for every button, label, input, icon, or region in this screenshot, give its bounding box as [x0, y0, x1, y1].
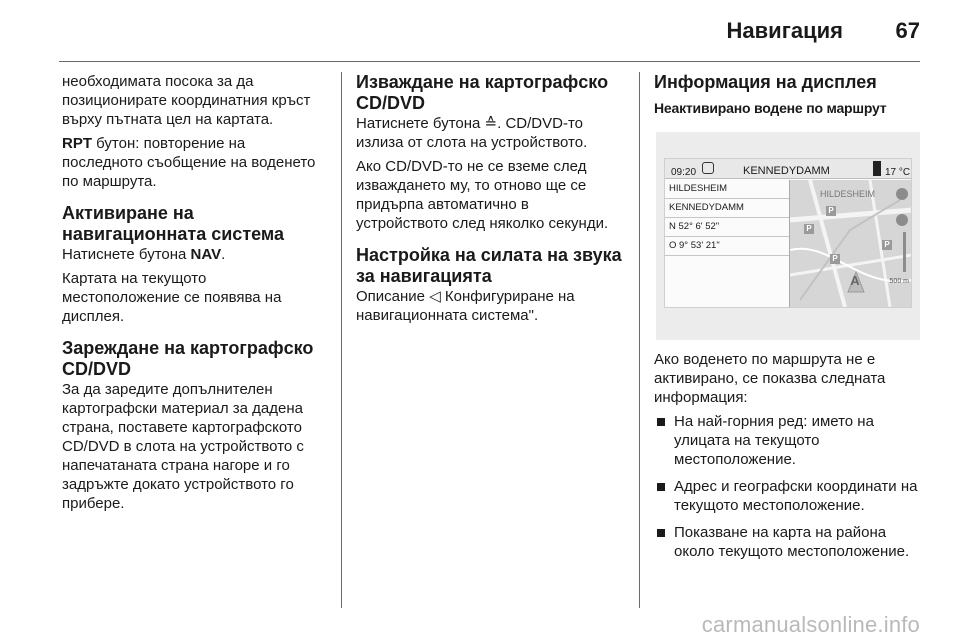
eject-text-end: . CD/DVD-то излиза от слота на устройството.: [356, 115, 588, 151]
heading-display-info: Информация на дисплея: [654, 72, 877, 92]
ref-text-end: Конфигуриране на навигационната система".: [356, 288, 575, 324]
screen-map: [789, 180, 911, 307]
heading-navigation-volume: Настройка на силата на звука за навигацията: [356, 245, 622, 286]
paragraph-rpt: [62, 134, 328, 191]
watermark: carmanualsonline.info: [701, 612, 920, 637]
paragraph-auto-retract: Ако CD/DVD-то не се вземе след изваждането му, то отново ще се придърпа автоматично в устройството след няколко секунди.: [356, 158, 609, 232]
screen-street: KENNEDYDAMM: [743, 165, 830, 177]
header-divider: [59, 61, 920, 62]
subheading-guidance-inactive: Неактивирано водене по маршрут: [654, 100, 887, 116]
clock-icon: [702, 162, 714, 174]
column-divider-1: [341, 72, 342, 608]
paragraph-load-map-cd: За да заредите допълнителен картографски материал за дадена страна, поставете картографското CD/DVD в слота на устройството с напечатаната страна нагоре и го задръжте докато устройството го прибере.: [62, 381, 304, 512]
map-city-label: HILDESHEIM: [820, 189, 876, 199]
reference-arrow-icon: ◁: [429, 288, 441, 305]
list-item: Адрес и географски координати на текущото местоположение.: [654, 477, 922, 515]
parking-icon: P: [830, 254, 840, 264]
page-number: 67: [895, 18, 920, 43]
nav-label: NAV: [190, 246, 222, 263]
paragraph-map-appears: Картата на текущото местоположение се появява на дисплея.: [62, 270, 282, 325]
eject-text: Натиснете бутона: [356, 115, 485, 132]
heading-activate-navigation: Активиране на навигационната система: [62, 203, 284, 244]
info-bullet-list: [654, 412, 922, 561]
list-item: Показване на карта на района около текущото местоположение.: [654, 523, 922, 561]
heading-eject-map-cd: Изваждане на картографско CD/DVD: [356, 72, 609, 113]
screen-temperature: 17 °C: [885, 167, 911, 178]
paragraph-eject: [356, 114, 624, 152]
parking-icon: P: [804, 224, 814, 234]
paragraph-info-shown: Ако воденето по маршрута не е активирано, се показва следната информация:: [654, 351, 886, 406]
parking-icon: P: [826, 206, 836, 216]
map-scale: 500 m: [889, 278, 909, 285]
eject-icon: ≙: [484, 115, 498, 132]
rpt-label: RPT: [62, 135, 92, 152]
screen-info-row: N 52° 6' 52": [665, 218, 789, 237]
heading-load-map-cd: Зареждане на картографско CD/DVD: [62, 338, 314, 379]
press-nav-end: .: [221, 246, 226, 263]
page-header: [0, 0, 960, 62]
parking-icon: P: [882, 240, 892, 250]
screen-info-row: KENNEDYDAMM: [665, 199, 789, 218]
paragraph-direction: необходимата посока за да позиционирате координатния кръст върху пътната цел на картата.: [62, 73, 311, 128]
display-screenshot: [656, 132, 920, 340]
paragraph-press-nav: [62, 245, 328, 264]
screen-time: 09:20: [671, 167, 697, 178]
screen-info-row: HILDESHEIM: [665, 180, 789, 199]
press-nav-text: Натиснете бутона: [62, 246, 191, 263]
nav-screen: [664, 158, 912, 308]
thermometer-icon: [873, 161, 881, 176]
column-right: [654, 72, 922, 569]
column-left: [62, 72, 328, 518]
paragraph-volume-reference: [356, 287, 624, 325]
section-title: Навигация: [726, 18, 843, 43]
rpt-text: бутон: повторение на последното съобщение на воденето по маршрута.: [62, 135, 316, 190]
screen-info-row: O 9° 53' 21": [665, 237, 789, 256]
vehicle-position-icon: A: [850, 273, 860, 288]
screen-info-panel: [665, 180, 789, 307]
list-item: На най-горния ред: името на улицата на текущото местоположение.: [654, 412, 922, 469]
ref-text: Описание: [356, 288, 430, 305]
column-divider-2: [639, 72, 640, 608]
screen-top-bar: [665, 159, 911, 179]
column-middle: [356, 72, 624, 330]
